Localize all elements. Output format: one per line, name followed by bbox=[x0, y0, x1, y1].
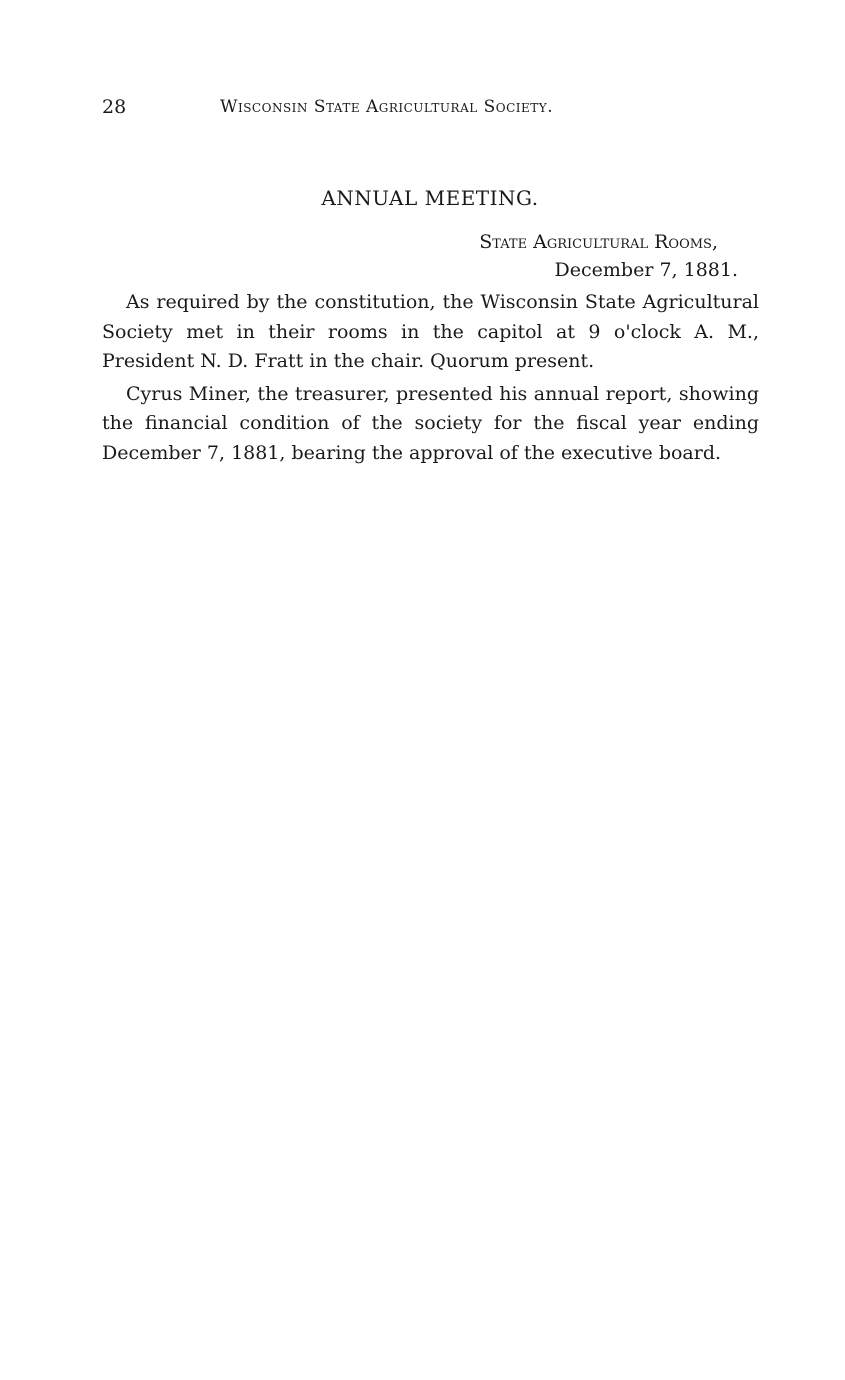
page-number: 28 bbox=[102, 96, 127, 118]
running-head bbox=[102, 96, 662, 126]
dateline bbox=[300, 231, 738, 281]
dateline-date: December 7, 1881. bbox=[554, 259, 738, 281]
running-title: Wisconsin State Agricultural Society. bbox=[220, 97, 554, 117]
paragraph-treasurer-report: Cyrus Miner, the treasurer, presented his annual report, showing the financial condition of the society for the fiscal year ending December 7, 1881, bearing the approval of the executive board. bbox=[102, 382, 759, 464]
paragraph-constitution: As required by the constitution, the Wisconsin State Agricultural Society met in their rooms in the capitol at 9 o'clock A. M., President N. D. Fratt in the chair. Quorum present. bbox=[102, 291, 759, 372]
body-text bbox=[102, 288, 759, 471]
dateline-place: State Agricultural Rooms, bbox=[479, 231, 718, 253]
section-heading: ANNUAL MEETING. bbox=[321, 186, 539, 210]
